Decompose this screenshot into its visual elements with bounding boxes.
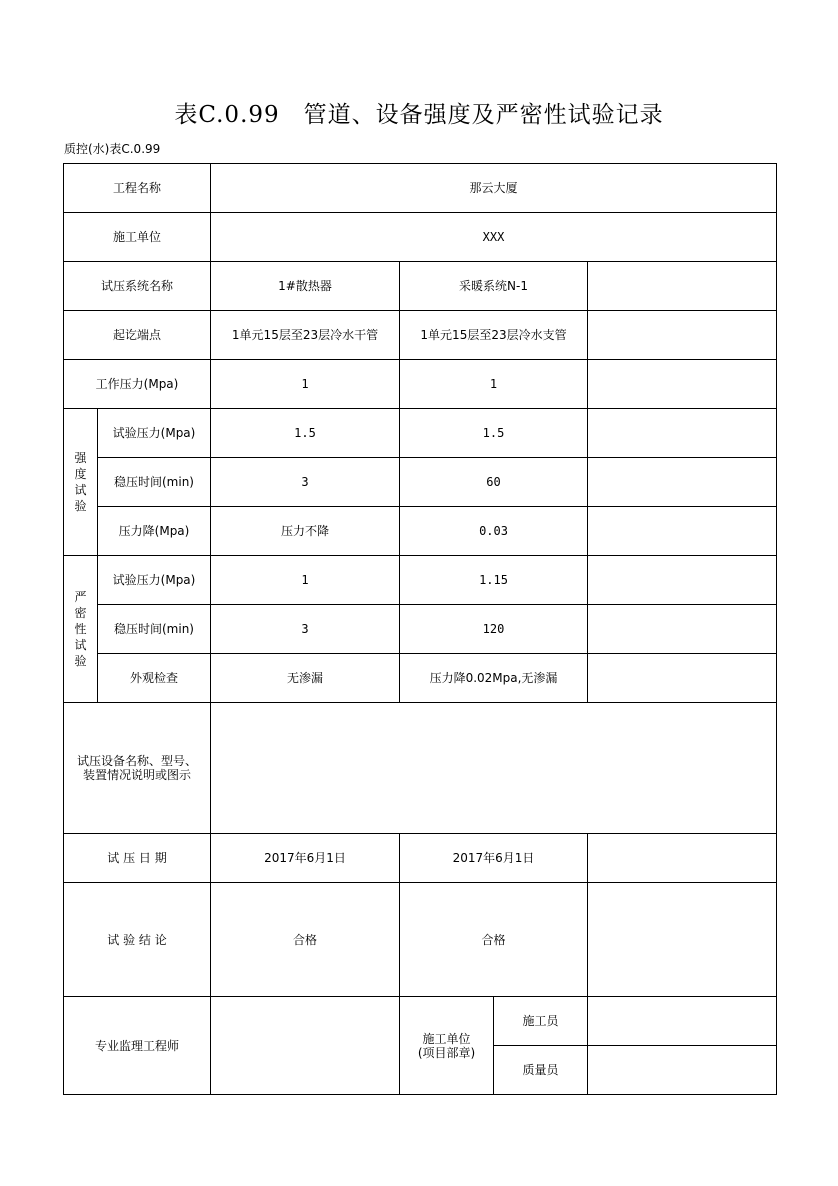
strength-test-pressure-value-2[interactable]: 1.5: [400, 409, 588, 458]
strength-pressure-drop-value-1[interactable]: 压力不降: [211, 507, 400, 556]
strength-test-group-label: [64, 409, 98, 556]
working-pressure-value-2[interactable]: 1: [400, 360, 588, 409]
constructor-label: 施工员: [494, 997, 588, 1046]
row-test-date: [64, 834, 777, 883]
system-name-value-1[interactable]: 1#散热器: [211, 262, 400, 311]
row-tightness-hold-time: [64, 605, 777, 654]
tightness-test-pressure-value-2[interactable]: 1.15: [400, 556, 588, 605]
row-system-name: [64, 262, 777, 311]
conclusion-value-3[interactable]: [588, 883, 777, 997]
construction-unit-label: 施工单位: [64, 213, 211, 262]
equipment-value[interactable]: [211, 703, 777, 834]
row-start-end-points: [64, 311, 777, 360]
equipment-label-line-2: 装置情况说明或图示: [83, 768, 192, 782]
strength-hold-time-value-3[interactable]: [588, 458, 777, 507]
supervisor-label: 专业监理工程师: [64, 997, 211, 1095]
equipment-label-line-1: 试压设备名称、型号、: [77, 754, 198, 768]
quality-inspector-signature[interactable]: [588, 1046, 777, 1095]
strength-test-pressure-value-3[interactable]: [588, 409, 777, 458]
working-pressure-value-3[interactable]: [588, 360, 777, 409]
constructor-signature[interactable]: [588, 997, 777, 1046]
row-strength-test-pressure: [64, 409, 777, 458]
seal-label-line-1: 施工单位: [422, 1031, 471, 1046]
start-end-points-value-2[interactable]: 1单元15层至23层冷水支管: [400, 311, 588, 360]
strength-test-pressure-value-1[interactable]: 1.5: [211, 409, 400, 458]
row-tightness-visual-check: [64, 654, 777, 703]
page-title: 表C.0.99 管道、设备强度及严密性试验记录: [174, 102, 664, 128]
test-date-label: 试 压 日 期: [64, 834, 211, 883]
working-pressure-label: 工作压力(Mpa): [64, 360, 211, 409]
tightness-hold-time-label: 稳压时间(min): [98, 605, 211, 654]
strength-hold-time-value-2[interactable]: 60: [400, 458, 588, 507]
construction-unit-seal-label: [400, 997, 494, 1095]
project-name-value[interactable]: 那云大厦: [211, 164, 777, 213]
conclusion-value-2[interactable]: 合格: [400, 883, 588, 997]
strength-hold-time-label: 稳压时间(min): [98, 458, 211, 507]
strength-pressure-drop-value-2[interactable]: 0.03: [400, 507, 588, 556]
working-pressure-value-1[interactable]: 1: [211, 360, 400, 409]
test-date-value-3[interactable]: [588, 834, 777, 883]
row-construction-unit: [64, 213, 777, 262]
row-tightness-test-pressure: [64, 556, 777, 605]
system-name-value-2[interactable]: 采暖系统N-1: [400, 262, 588, 311]
tightness-hold-time-value-2[interactable]: 120: [400, 605, 588, 654]
equipment-label: [64, 703, 211, 834]
tightness-test-pressure-label: 试验压力(Mpa): [98, 556, 211, 605]
tightness-visual-check-value-3[interactable]: [588, 654, 777, 703]
tightness-test-pressure-value-1[interactable]: 1: [211, 556, 400, 605]
row-strength-hold-time: [64, 458, 777, 507]
tightness-test-group-label: [64, 556, 98, 703]
conclusion-value-1[interactable]: 合格: [211, 883, 400, 997]
row-equipment: [64, 703, 777, 834]
construction-unit-value[interactable]: XXX: [211, 213, 777, 262]
quality-inspector-label: 质量员: [494, 1046, 588, 1095]
strength-pressure-drop-label: 压力降(Mpa): [98, 507, 211, 556]
tightness-hold-time-value-3[interactable]: [588, 605, 777, 654]
system-name-label: 试压系统名称: [64, 262, 211, 311]
row-working-pressure: [64, 360, 777, 409]
row-signatures-1: [64, 997, 777, 1046]
tightness-visual-check-label: 外观检查: [98, 654, 211, 703]
tightness-visual-check-value-1[interactable]: 无渗漏: [211, 654, 400, 703]
tightness-test-group-text: 严 密 性 试 验: [74, 590, 87, 668]
row-conclusion: [64, 883, 777, 997]
supervisor-signature[interactable]: [211, 997, 400, 1095]
conclusion-label: 试 验 结 论: [64, 883, 211, 997]
start-end-points-value-3[interactable]: [588, 311, 777, 360]
strength-pressure-drop-value-3[interactable]: [588, 507, 777, 556]
row-strength-pressure-drop: [64, 507, 777, 556]
project-name-label: 工程名称: [64, 164, 211, 213]
test-date-value-2[interactable]: 2017年6月1日: [400, 834, 588, 883]
row-project-name: [64, 164, 777, 213]
start-end-points-label: 起讫端点: [64, 311, 211, 360]
form-code: 质控(水)表C.0.99: [64, 142, 161, 156]
strength-test-pressure-label: 试验压力(Mpa): [98, 409, 211, 458]
test-record-table: [63, 163, 777, 1095]
seal-label-line-2: (项目部章): [417, 1045, 476, 1060]
test-date-value-1[interactable]: 2017年6月1日: [211, 834, 400, 883]
tightness-test-pressure-value-3[interactable]: [588, 556, 777, 605]
tightness-hold-time-value-1[interactable]: 3: [211, 605, 400, 654]
strength-test-group-text: 强 度 试 验: [74, 451, 87, 513]
start-end-points-value-1[interactable]: 1单元15层至23层冷水干管: [211, 311, 400, 360]
system-name-value-3[interactable]: [588, 262, 777, 311]
tightness-visual-check-value-2[interactable]: 压力降0.02Mpa,无渗漏: [400, 654, 588, 703]
strength-hold-time-value-1[interactable]: 3: [211, 458, 400, 507]
